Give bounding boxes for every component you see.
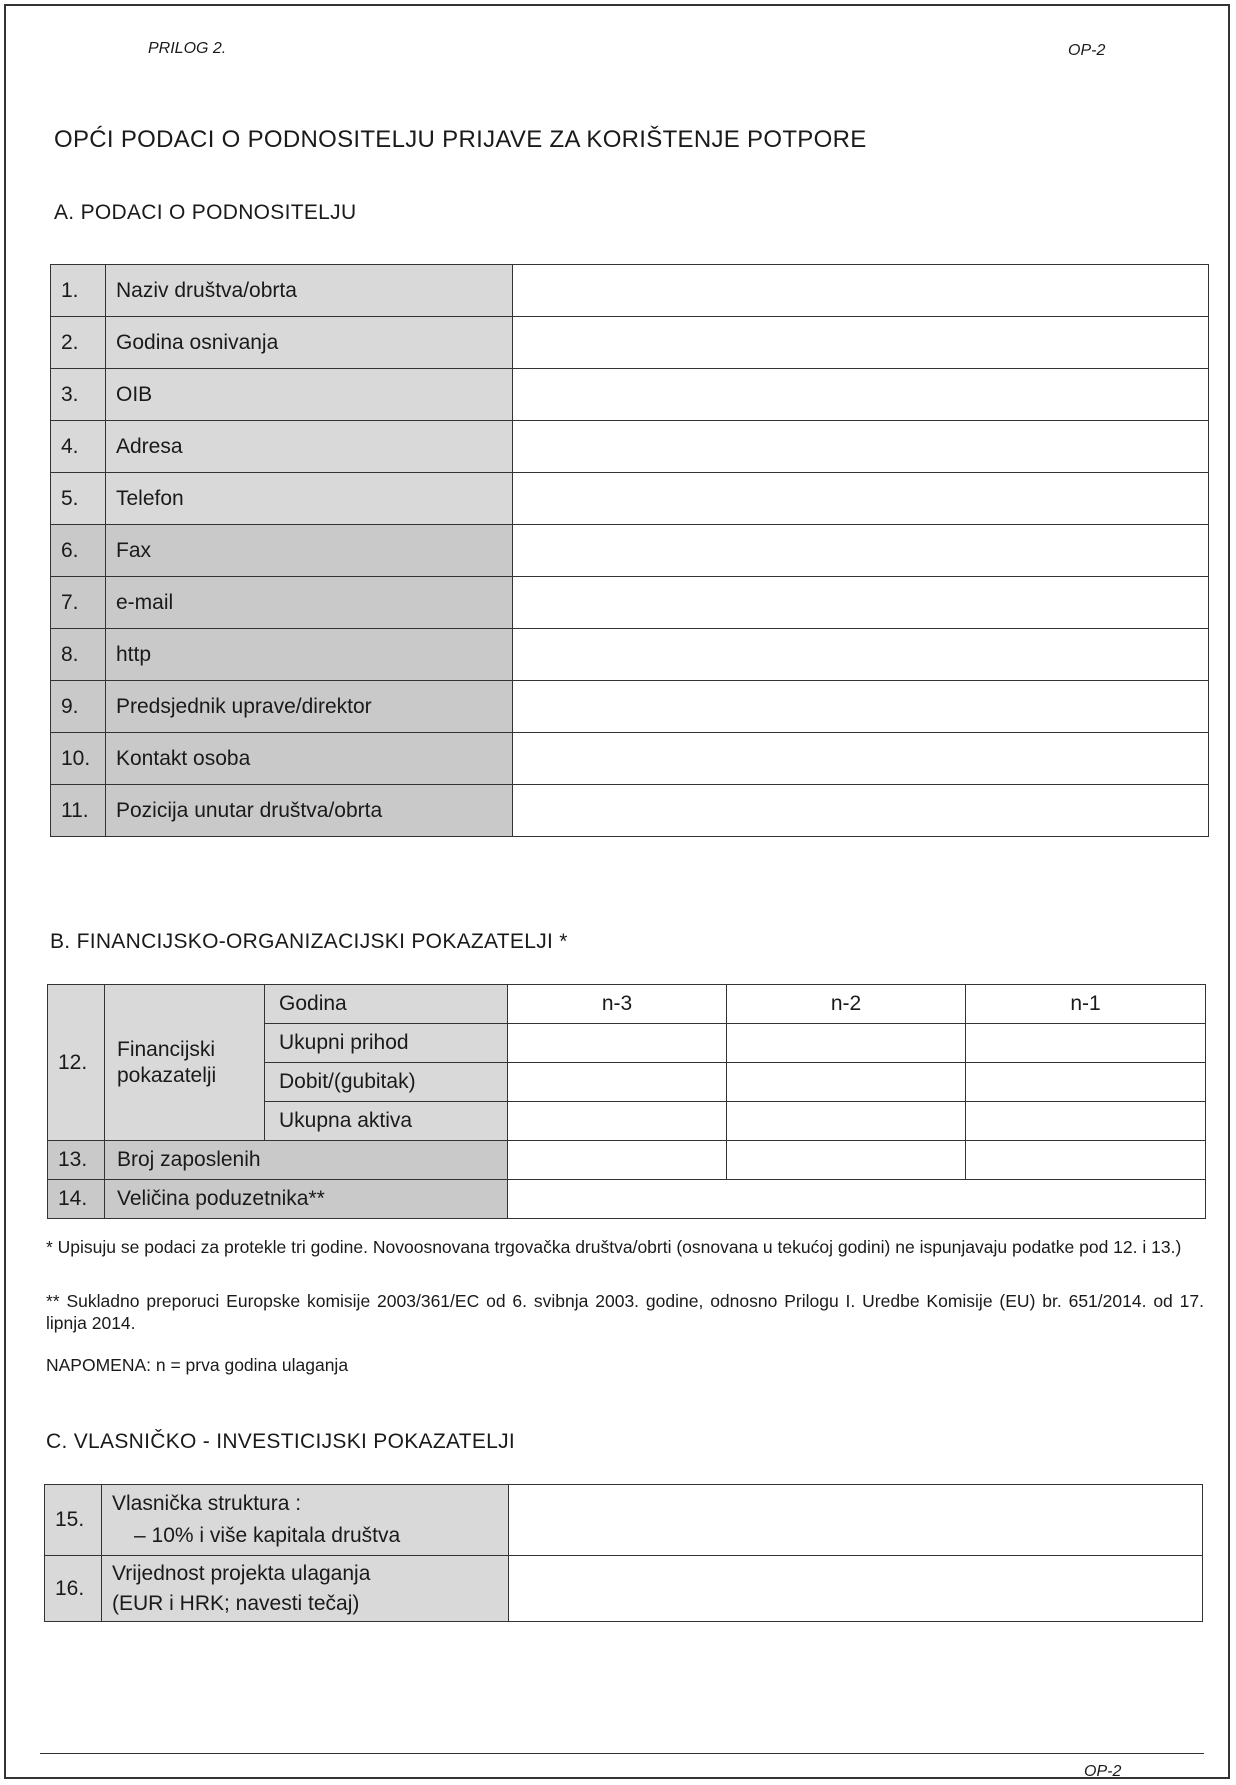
row-number: 7. (51, 577, 106, 629)
row-label: e-mail (106, 577, 513, 629)
revenue-n3-cell[interactable] (508, 1024, 727, 1063)
row-number: 3. (51, 369, 106, 421)
row-value-field[interactable] (513, 577, 1209, 629)
applicant-row (51, 785, 1209, 837)
section-c-heading: C. VLASNIČKO - INVESTICIJSKI POKAZATELJI (46, 1430, 516, 1453)
assets-n2-cell[interactable] (727, 1102, 966, 1141)
row-13-number: 13. (48, 1141, 105, 1180)
project-value-currency-label: (EUR i HRK; navesti tečaj) (112, 1591, 360, 1615)
applicant-row (51, 733, 1209, 785)
footer-form-code: OP-2 (1084, 1763, 1122, 1780)
year-header-label: Godina (265, 985, 508, 1024)
row-value-field[interactable] (513, 421, 1209, 473)
row-value-field[interactable] (513, 369, 1209, 421)
applicant-row (51, 317, 1209, 369)
row-14-label: Veličina poduzetnika** (105, 1180, 508, 1219)
employees-n2-cell[interactable] (727, 1141, 966, 1180)
footnote-2: ** Sukladno preporuci Europske komisije 2003/361/EC od 6. svibnja 2003. godine, odnosno Prilogu I. Uredbe Komisije (EU) br. 651/2014. od 17. lipnja 2014. (46, 1291, 1204, 1333)
ownership-investment-table (44, 1484, 1203, 1622)
row-number: 9. (51, 681, 106, 733)
row-16-label (102, 1556, 509, 1622)
row-number: 5. (51, 473, 106, 525)
row-16-number: 16. (45, 1556, 102, 1622)
row-value-field[interactable] (513, 629, 1209, 681)
applicant-data-table (50, 264, 1209, 837)
applicant-row (51, 577, 1209, 629)
row-value-field[interactable] (513, 265, 1209, 317)
year-n2-header: n-2 (727, 985, 966, 1024)
footnote-note: NAPOMENA: n = prva godina ulaganja (46, 1355, 349, 1375)
row-12-label: Financijski pokazatelji (105, 985, 265, 1141)
financial-indicators-table (47, 984, 1206, 1219)
revenue-n1-cell[interactable] (966, 1024, 1206, 1063)
row-label: Kontakt osoba (106, 733, 513, 785)
row-label: Naziv društva/obrta (106, 265, 513, 317)
year-n1-header: n-1 (966, 985, 1206, 1024)
row-number: 8. (51, 629, 106, 681)
row-value-field[interactable] (513, 681, 1209, 733)
footnote-1: * Upisuju se podaci za protekle tri godine. Novoosnovana trgovačka društva/obrti (osnovana u tekućoj godini) ne ispunjavaju podatke pod 12. i 13.) (46, 1237, 1182, 1257)
row-label: Fax (106, 525, 513, 577)
row-number: 10. (51, 733, 106, 785)
row-label: Adresa (106, 421, 513, 473)
form-code: OP-2 (1068, 42, 1106, 59)
annex-label: PRILOG 2. (148, 40, 227, 57)
row-number: 2. (51, 317, 106, 369)
row-15-label (102, 1485, 509, 1556)
row-value-field[interactable] (513, 317, 1209, 369)
applicant-row (51, 473, 1209, 525)
row-number: 1. (51, 265, 106, 317)
profit-n1-cell[interactable] (966, 1063, 1206, 1102)
applicant-row (51, 265, 1209, 317)
row-14-number: 14. (48, 1180, 105, 1219)
project-value-label (112, 1559, 508, 1589)
row-value-field[interactable] (513, 733, 1209, 785)
section-a-heading: A. PODACI O PODNOSITELJU (54, 201, 357, 224)
applicant-row (51, 629, 1209, 681)
ownership-structure-value[interactable] (509, 1485, 1203, 1556)
row-12-number: 12. (48, 985, 105, 1141)
employees-n3-cell[interactable] (508, 1141, 727, 1180)
year-n3-header: n-3 (508, 985, 727, 1024)
revenue-n2-cell[interactable] (727, 1024, 966, 1063)
ownership-threshold-label: – 10% i više kapitala društva (134, 1524, 401, 1547)
row-value-field[interactable] (513, 525, 1209, 577)
applicant-row (51, 525, 1209, 577)
assets-n3-cell[interactable] (508, 1102, 727, 1141)
row-label: Predsjednik uprave/direktor (106, 681, 513, 733)
enterprise-size-cell[interactable] (508, 1180, 1206, 1219)
row-number: 4. (51, 421, 106, 473)
profit-n3-cell[interactable] (508, 1063, 727, 1102)
project-value-cell[interactable] (509, 1556, 1203, 1622)
indicator-profit-loss: Dobit/(gubitak) (265, 1063, 508, 1102)
row-label: Godina osnivanja (106, 317, 513, 369)
row-label: OIB (106, 369, 513, 421)
row-value-field[interactable] (513, 785, 1209, 837)
row-label: http (106, 629, 513, 681)
applicant-row (51, 681, 1209, 733)
ownership-structure-label: Vlasnička struktura : (112, 1492, 302, 1515)
page-title: OPĆI PODACI O PODNOSITELJU PRIJAVE ZA KORIŠTENJE POTPORE (54, 126, 867, 153)
row-label: Pozicija unutar društva/obrta (106, 785, 513, 837)
profit-n2-cell[interactable] (727, 1063, 966, 1102)
footer-divider (40, 1753, 1204, 1754)
row-15-number: 15. (45, 1485, 102, 1556)
indicator-total-assets: Ukupna aktiva (265, 1102, 508, 1141)
applicant-row (51, 421, 1209, 473)
row-number: 6. (51, 525, 106, 577)
row-number: 11. (51, 785, 106, 837)
applicant-row (51, 369, 1209, 421)
row-label: Telefon (106, 473, 513, 525)
row-13-label: Broj zaposlenih (105, 1141, 508, 1180)
assets-n1-cell[interactable] (966, 1102, 1206, 1141)
row-value-field[interactable] (513, 473, 1209, 525)
project-value-text: Vrijednost projekta ulaganja (112, 1561, 371, 1585)
employees-n1-cell[interactable] (966, 1141, 1206, 1180)
indicator-total-revenue: Ukupni prihod (265, 1024, 508, 1063)
section-b-heading: B. FINANCIJSKO-ORGANIZACIJSKI POKAZATELJI * (50, 930, 568, 953)
